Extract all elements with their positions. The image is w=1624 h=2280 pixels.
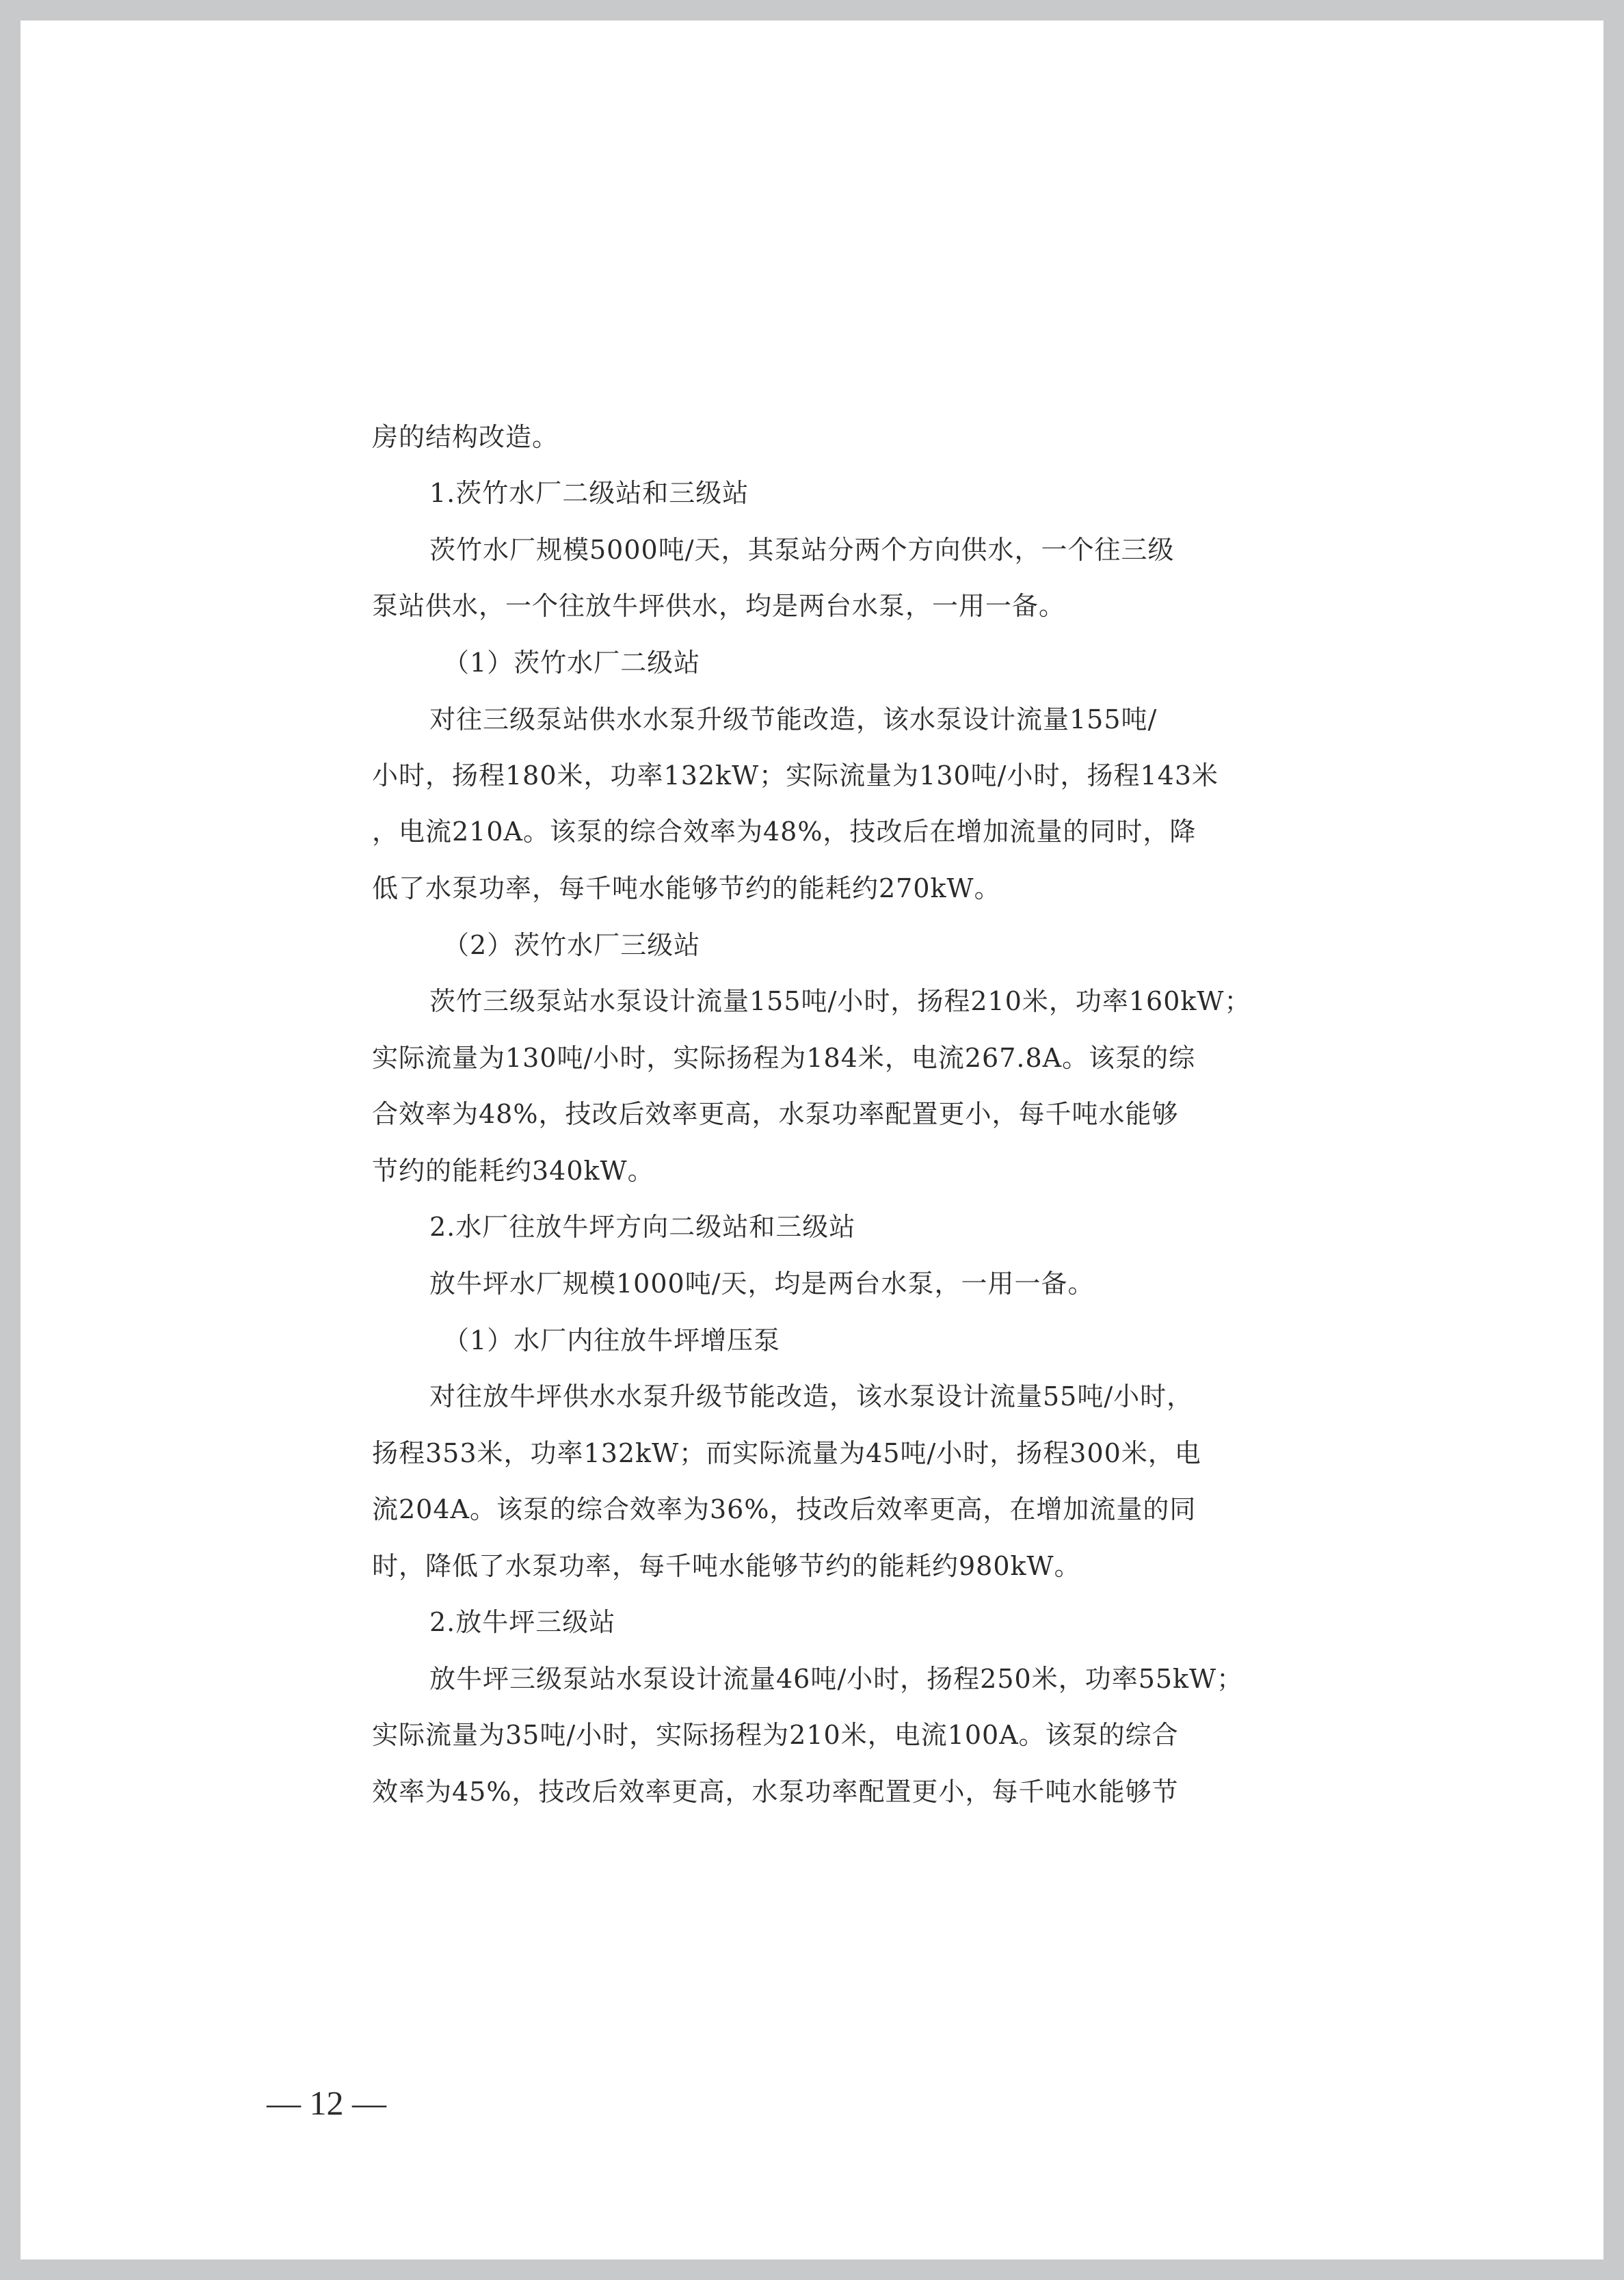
text-line: 实际流量为35吨/小时，实际扬程为210米，电流100A。该泵的综合 [372, 1720, 1179, 1750]
section-heading: 2.放牛坪三级站 [429, 1607, 616, 1637]
page-number: — 12 — [267, 2084, 386, 2122]
text-line: 扬程353米，功率132kW；而实际流量为45吨/小时，扬程300米，电 [372, 1438, 1201, 1468]
document-page [21, 21, 1603, 2259]
text-line: 放牛坪三级泵站水泵设计流量46吨/小时，扬程250米，功率55kW； [429, 1664, 1244, 1694]
section-heading: 1.茨竹水厂二级站和三级站 [429, 478, 749, 508]
text-line: 效率为45%，技改后效率更高，水泵功率配置更小，每千吨水能够节 [372, 1777, 1179, 1807]
text-line: 节约的能耗约340kW。 [372, 1156, 654, 1186]
text-line: ，电流210A。该泵的综合效率为48%，技改后在增加流量的同时，降 [372, 817, 1197, 847]
text-line: 流204A。该泵的综合效率为36%，技改后效率更高，在增加流量的同 [372, 1494, 1197, 1524]
text-line: 泵站供水，一个往放牛坪供水，均是两台水泵，一用一备。 [372, 591, 1066, 621]
subsection-heading: （1）水厂内往放牛坪增压泵 [443, 1325, 781, 1355]
text-line: 时，降低了水泵功率，每千吨水能够节约的能耗约980kW。 [372, 1551, 1081, 1581]
text-line: 对往放牛坪供水水泵升级节能改造，该水泵设计流量55吨/小时， [429, 1381, 1194, 1411]
text-line: 对往三级泵站供水水泵升级节能改造，该水泵设计流量155吨/ [429, 704, 1158, 734]
text-line: 放牛坪水厂规模1000吨/天，均是两台水泵，一用一备。 [429, 1269, 1095, 1299]
subsection-heading: （1）茨竹水厂二级站 [443, 648, 701, 678]
text-line: 低了水泵功率，每千吨水能够节约的能耗约270kW。 [372, 873, 1001, 903]
text-line: 实际流量为130吨/小时，实际扬程为184米，电流267.8A。该泵的综 [372, 1043, 1196, 1073]
text-line: 小时，扬程180米，功率132kW；实际流量为130吨/小时，扬程143米 [372, 760, 1219, 791]
section-heading: 2.水厂往放牛坪方向二级站和三级站 [429, 1212, 856, 1242]
text-line: 合效率为48%，技改后效率更高，水泵功率配置更小，每千吨水能够 [372, 1099, 1179, 1129]
subsection-heading: （2）茨竹水厂三级站 [443, 930, 701, 960]
text-line: 房的结构改造。 [372, 422, 559, 452]
text-line: 茨竹三级泵站水泵设计流量155吨/小时，扬程210米，功率160kW； [429, 986, 1251, 1016]
text-line: 茨竹水厂规模5000吨/天，其泵站分两个方向供水，一个往三级 [429, 535, 1175, 565]
